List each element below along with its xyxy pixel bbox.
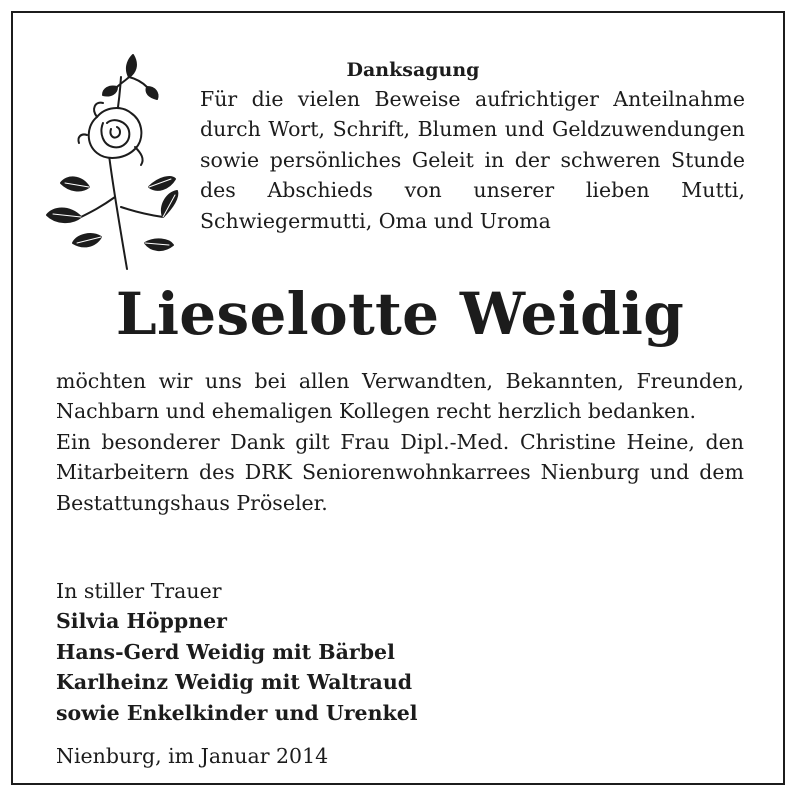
mourning-intro: In stiller Trauer xyxy=(56,579,222,603)
thanks-paragraph: möchten wir uns bei allen Verwandten, Bekannten, Freunden, Nachbarn und ehemaligen Kollegen recht herzlich bedanken. xyxy=(56,369,744,424)
place-date: Nienburg, im Januar 2014 xyxy=(56,744,329,768)
intro-paragraph: Für die vielen Beweise aufrichtiger Anteilnahme durch Wort, Schrift, Blumen und Geldzuwendungen sowie persönliches Geleit in der schweren Stunde des Abschieds von unserer lieben Mutti, Schwiegermutti, Oma und Uroma xyxy=(200,87,745,233)
mourner-name: Hans-Gerd Weidig mit Bärbel xyxy=(56,639,395,664)
deceased-name: Lieselotte Weidig xyxy=(115,280,685,348)
signoff-block xyxy=(56,576,418,728)
notice-heading: Danksagung xyxy=(346,59,480,81)
thanks-body xyxy=(56,366,744,518)
mourner-name: Karlheinz Weidig mit Waltraud xyxy=(56,670,413,695)
mourner-name: Silvia Höppner xyxy=(56,609,227,634)
rose-icon xyxy=(41,47,181,273)
obituary-notice xyxy=(11,11,785,785)
mourner-name: sowie Enkelkinder und Urenkel xyxy=(56,700,418,725)
special-thanks-paragraph: Ein besonderer Dank gilt Frau Dipl.-Med. Christine Heine, den Mitarbeitern des DRK Seniorenwohnkarrees Nienburg und dem Bestattungshaus Pröseler. xyxy=(56,429,744,515)
